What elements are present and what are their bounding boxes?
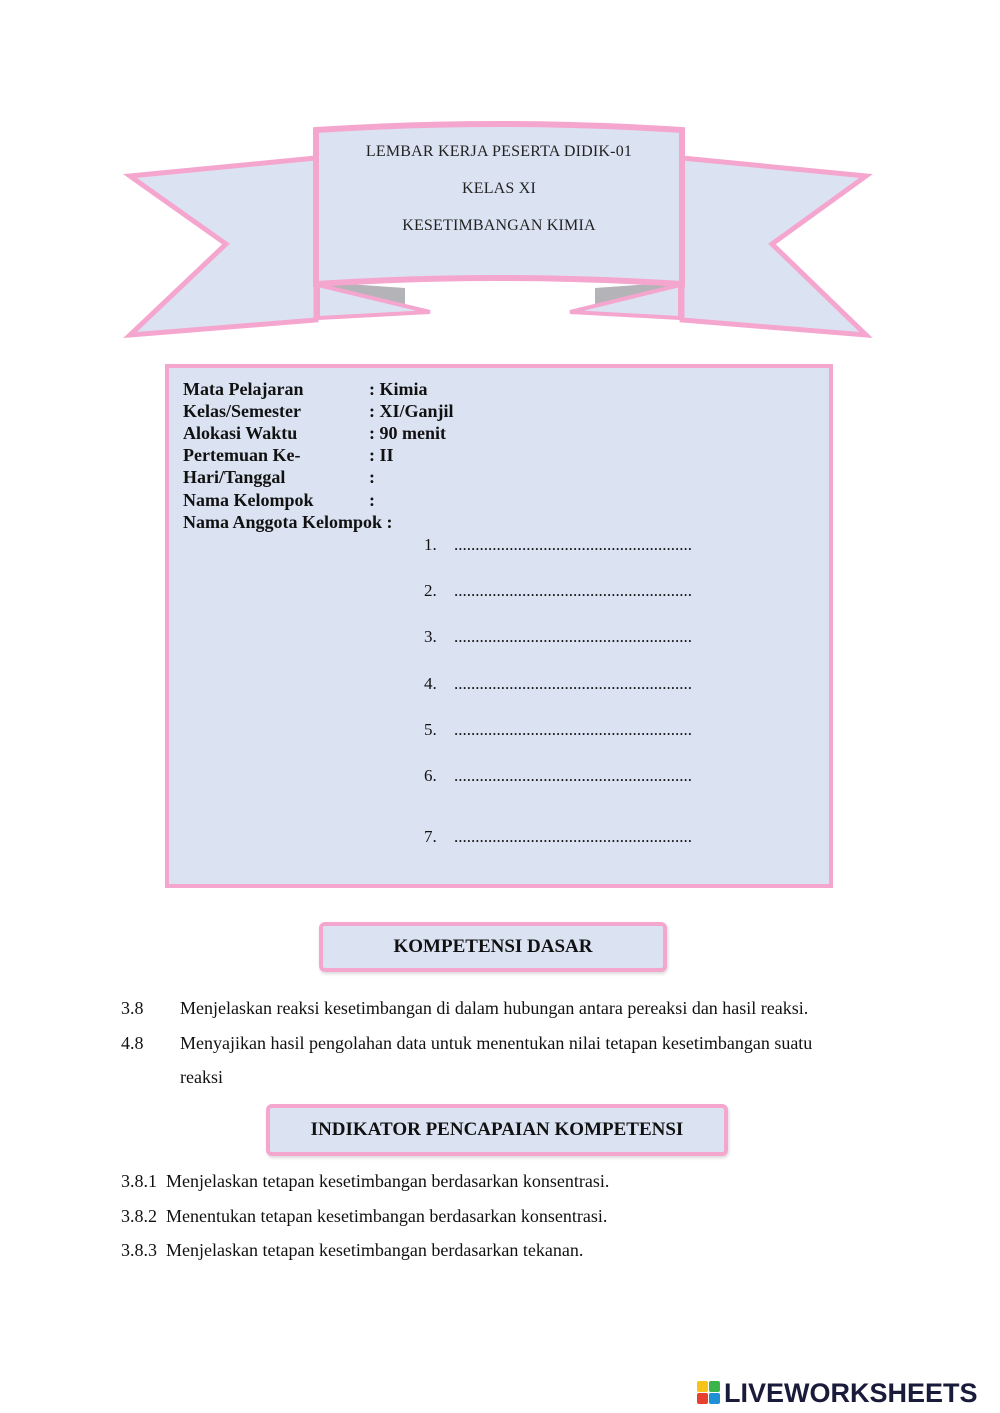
- info-label: Kelas/Semester: [183, 401, 301, 421]
- kd-text: Menjelaskan reaksi kesetimbangan di dalam hubungan antara pereaksi dan hasil reaksi.: [180, 998, 809, 1018]
- kd-code: 3.8: [121, 998, 144, 1018]
- member-line[interactable]: 1. ........................................................: [424, 535, 692, 554]
- info-label: Hari/Tanggal: [183, 467, 286, 487]
- info-value: :: [369, 490, 375, 510]
- member-line[interactable]: 7. ........................................................: [424, 827, 692, 846]
- liveworksheets-logo-icon: [697, 1381, 721, 1405]
- info-label: Alokasi Waktu: [183, 423, 298, 443]
- indikator-item: 3.8.2 Menentukan tetapan kesetimbangan berdasarkan konsentrasi.: [121, 1206, 608, 1226]
- info-value: :: [369, 467, 375, 487]
- worksheet-title: LEMBAR KERJA PESERTA DIDIK-01: [365, 143, 633, 160]
- member-line[interactable]: 5. ........................................................: [424, 720, 692, 739]
- liveworksheets-brand: LIVEWORKSHEETS: [724, 1378, 978, 1408]
- info-value: : II: [369, 445, 394, 465]
- title-ribbon-graphic: [0, 0, 1000, 350]
- class-label: KELAS XI: [461, 180, 537, 197]
- members-label: Nama Anggota Kelompok :: [183, 512, 393, 532]
- member-line[interactable]: 6. ........................................................: [424, 766, 692, 785]
- kd-code: 4.8: [121, 1033, 144, 1053]
- kompetensi-dasar-heading: KOMPETENSI DASAR: [319, 922, 667, 972]
- member-line[interactable]: 2. ........................................................: [424, 581, 692, 600]
- info-label: Nama Kelompok: [183, 490, 314, 510]
- kd-text: Menyajikan hasil pengolahan data untuk menentukan nilai tetapan kesetimbangan suatu: [180, 1033, 813, 1053]
- info-label: Pertemuan Ke-: [183, 445, 301, 465]
- topic-title: KESETIMBANGAN KIMIA: [402, 217, 596, 234]
- indikator-item: 3.8.3 Menjelaskan tetapan kesetimbangan berdasarkan tekanan.: [121, 1240, 584, 1260]
- indikator-heading: INDIKATOR PENCAPAIAN KOMPETENSI: [266, 1104, 728, 1156]
- member-line[interactable]: 3. ........................................................: [424, 627, 692, 646]
- info-label: Mata Pelajaran: [183, 379, 304, 399]
- member-line[interactable]: 4. ........................................................: [424, 674, 692, 693]
- info-value: : Kimia: [369, 379, 428, 399]
- kd-text-continuation: reaksi: [180, 1067, 223, 1087]
- info-value: : XI/Ganjil: [369, 401, 454, 421]
- indikator-item: 3.8.1 Menjelaskan tetapan kesetimbangan berdasarkan konsentrasi.: [121, 1171, 610, 1191]
- info-value: : 90 menit: [369, 423, 446, 443]
